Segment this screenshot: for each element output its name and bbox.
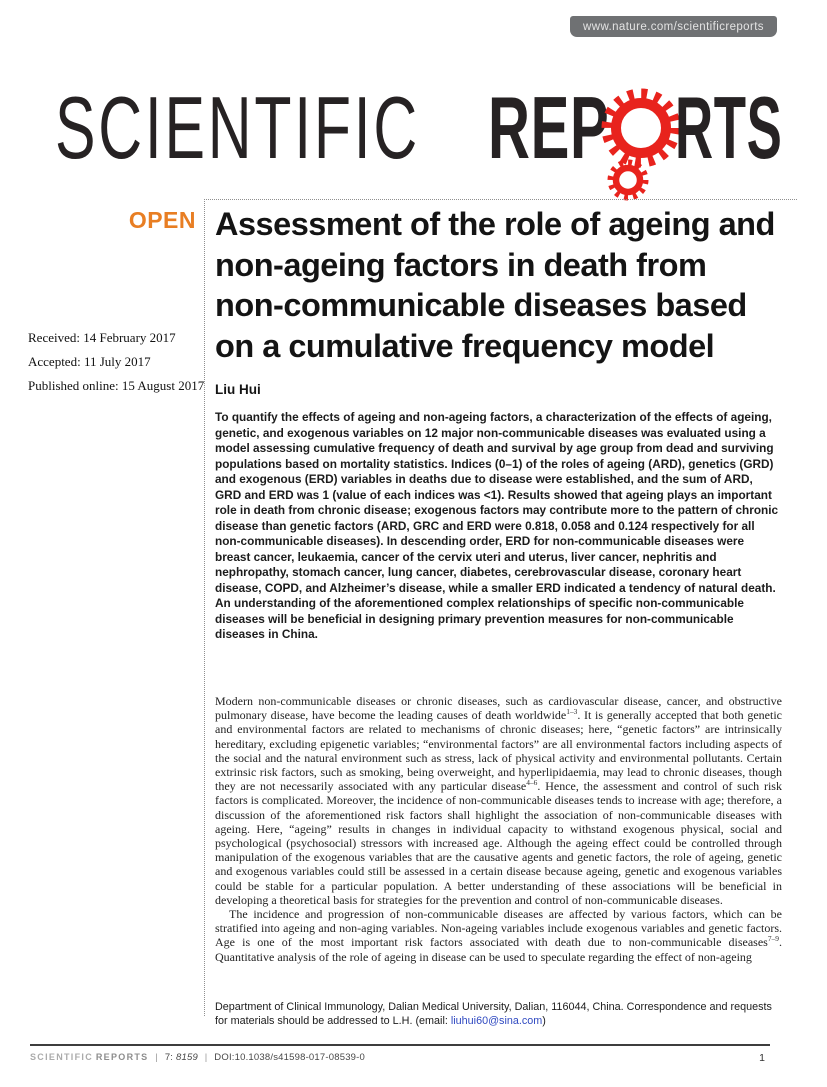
email-link[interactable]: liuhui60@sina.com (450, 1014, 543, 1027)
article-header (215, 204, 782, 643)
footer-volume: 7: (164, 1052, 174, 1063)
footer-separator: | (155, 1052, 158, 1063)
reference-superscript: 1–3 (566, 707, 578, 717)
scientific-wordmark: SCIENTIFIC (55, 78, 420, 177)
footer-journal-word1: SCIENTIFIC (30, 1052, 94, 1062)
footer-article-number: 8159 (176, 1052, 198, 1063)
article-history (28, 326, 204, 398)
horizontal-dotted-divider (204, 199, 797, 200)
affiliation-note: Department of Clinical Immunology, Dalian Medical University, Dalian, 116044, China. Correspondence and requests for materials should be addressed to L.H. (email: liuhui60@sina.com) (215, 1001, 772, 1027)
body-paragraph: The incidence and progression of non-communicable diseases are affected by various factors, which can be stratified into ageing and non-aging variables. Non-ageing variables include exogenous variables and genetic factors. Age is one of the most important risk factors associated with death due to non-communicable diseases$^{7-9}$. Quantitative analysis of the role of ageing in disease can be used to speculate regarding the effect of non-ageing (215, 907, 782, 964)
footer-doi: DOI:10.1038/s41598-017-08539-0 (214, 1052, 366, 1063)
reference-superscript: 7–9 (767, 934, 779, 944)
body-paragraph: Modern non-communicable diseases or chronic diseases, such as cardiovascular disease, cancer, and obstructive pulmonary disease, have become the leading causes of death worldwide$^{1-3}$. It is generally accepted that both genetic and environmental factors are related to mechanisms of chronic diseases; here, “genetic factors” are intrinsically hereditary, excluding epigenetic variables; “environmental factors” are all environmental factors including aspects of the social and the natural environment such as stress, lack of physical activity and environmental pollutants. Certain extrinsic risk factors, such as smoking, being overweight, and hyperlipidaemia, may lead to chronic diseases, though they are not necessarily associated with any particular disease$^{4-6}$. Hence, the assessment and control of such risk factors is complicated. Moreover, the incidence of non-communicable diseases tends to increase with age; therefore, a discussion of the aforementioned risk factors shall highlight the association of non-communicable diseases with ageing. Here, “ageing” results in changes in individual capacity to withstand exogenous physical, social and psychological (psychosocial) stressors with increased age. Although the ageing effect could be controlled through manipulation of the exogenous variables that are the causative agents and genetic factors, the role of ageing, genetic and exogenous variables could still be assessed in a certain disease because ageing, genetic and exogenous variables could be stable for a particular population. A better understanding of these associations will be beneficial in developing a theoretical basis for strategies for the prevention and control of non-communicable diseases. (215, 694, 782, 907)
date-received: Received: 14 February 2017 (28, 330, 176, 345)
footer-journal-word2: REPORTS (95, 1052, 149, 1062)
footer-citation (30, 1052, 365, 1063)
article-title: Assessment of the role of ageing and non-ageing factors in death from non-communicable diseases based on a cumulative frequency model (215, 206, 775, 364)
author-name: Liu Hui (215, 382, 261, 397)
reports-wordmark-right: RTS (675, 78, 783, 177)
url-banner-text: www.nature.com/scientificreports (583, 20, 764, 33)
footer-separator: | (204, 1052, 208, 1063)
footer-rule (30, 1044, 770, 1046)
vertical-dotted-divider (204, 199, 205, 1016)
reference-superscript: 4–6 (526, 778, 538, 788)
article-body (215, 694, 782, 964)
date-accepted: Accepted: 11 July 2017 (28, 354, 151, 369)
date-published: Published online: 15 August 2017 (28, 378, 205, 393)
abstract-text: To quantify the effects of ageing and non-ageing factors, a characterization of the effects of ageing, genetic, and exogenous variables on 12 major non-communicable diseases was evaluated using a model assessing cumulative frequency of death and survival by age group from dead and surviving populations based on mortality statistics. Indices (0–1) of the roles of ageing (ARD), genetics (GRD) and exogenous (ERD) variables in deaths due to disease were established, and the sum of ARD, GRD and ERD was 1 (value of each indices was <1). Results showed that ageing plays an important role in death from chronic disease; exogenous factors may contribute more to the pattern of chronic disease than genetic factors (ARD, GRC and ERD were 0.818, 0.058 and 0.124 respectively for all non-communicable diseases). In descending order, ERD for non-communicable diseases were breast cancer, leukaemia, cancer of the cervix uteri and uterus, liver cancer, nephritis and nephropathy, stomach cancer, lung cancer, diabetes, cerebrovascular disease, coronary heart disease, COPD, and Alzheimer’s disease, while a smaller ERD indicated a tendency of natural death. An understanding of the aforementioned complex relationships of specific non-communicable diseases will be beneficial in designing primary prevention measures for non-communicable diseases in China. (215, 410, 779, 641)
footer (30, 1052, 770, 1068)
page-number: 1 (759, 1052, 765, 1064)
reports-wordmark-left: REP (488, 78, 610, 177)
open-access-label: OPEN (128, 207, 196, 233)
journal-logo (55, 78, 783, 202)
url-banner (570, 16, 777, 37)
